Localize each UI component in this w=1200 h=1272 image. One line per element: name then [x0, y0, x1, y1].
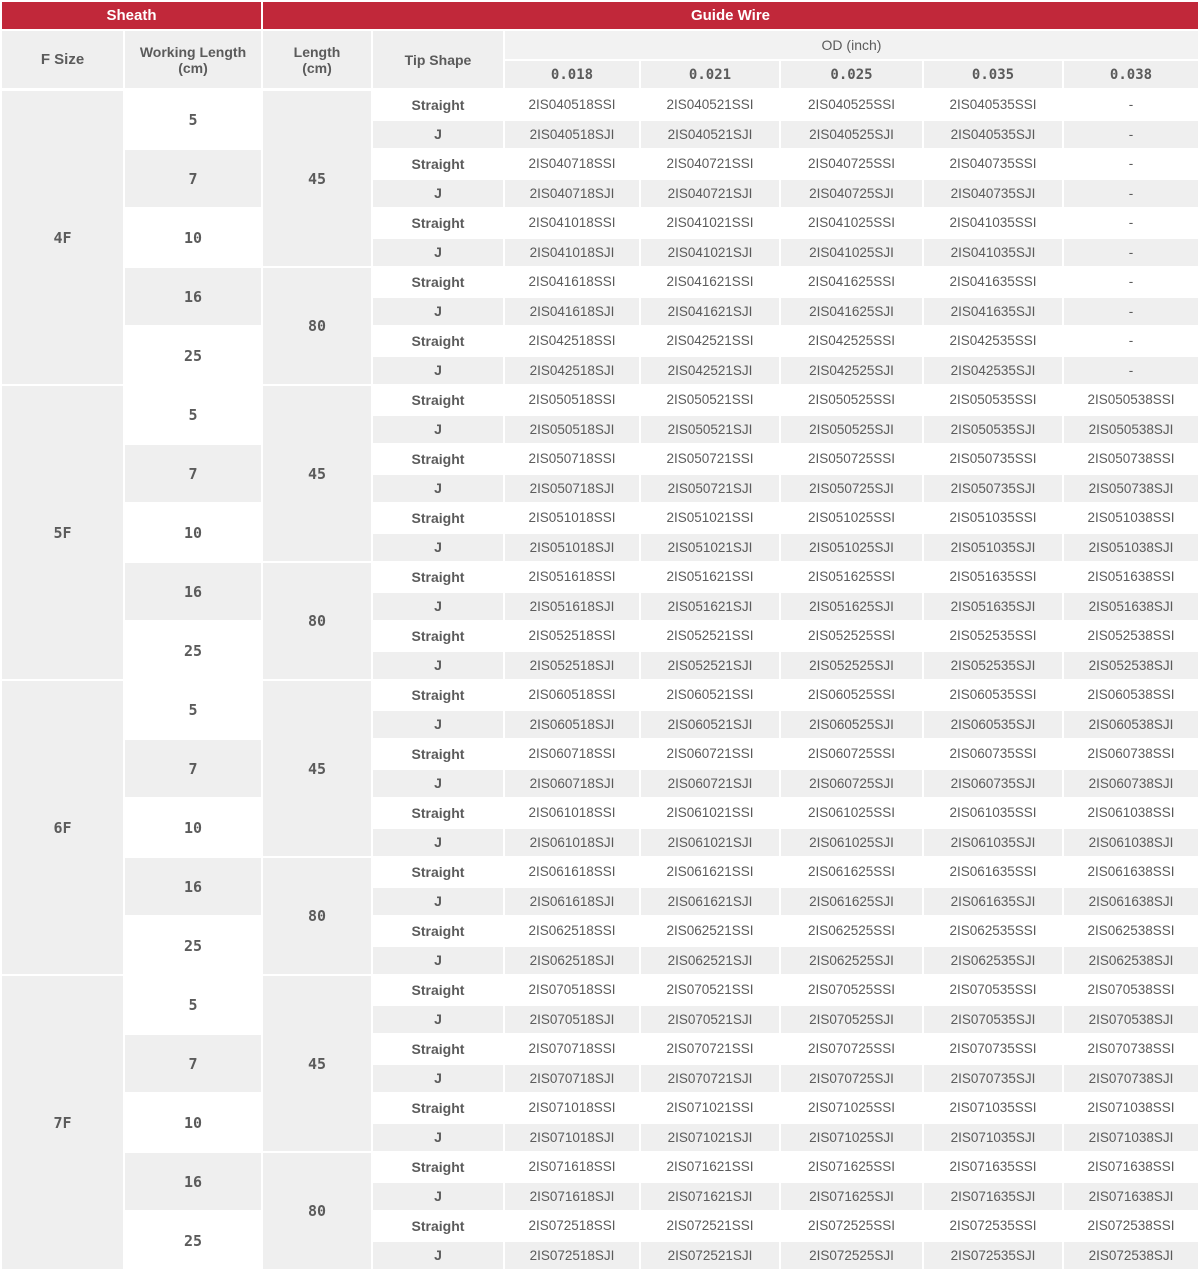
length-cell: 45: [263, 91, 371, 266]
product-code-cell: 2IS051025SSI: [781, 504, 922, 532]
product-code-cell: 2IS070518SJI: [505, 1006, 639, 1034]
product-code-cell: 2IS060518SSI: [505, 681, 639, 709]
product-code-cell: 2IS061625SJI: [781, 888, 922, 916]
product-code-cell: 2IS060535SSI: [924, 681, 1062, 709]
product-code-cell: 2IS070725SSI: [781, 1035, 922, 1063]
product-code-cell: 2IS050718SJI: [505, 475, 639, 503]
product-code-cell: 2IS041625SSI: [781, 268, 922, 296]
product-code-cell: 2IS060738SSI: [1064, 740, 1198, 768]
f-size-cell: 7F: [2, 976, 123, 1269]
product-code-cell: 2IS071025SJI: [781, 1124, 922, 1152]
tip-shape-cell: J: [373, 1242, 503, 1270]
product-code-cell: 2IS062525SSI: [781, 917, 922, 945]
working-length-cell: 5: [125, 386, 261, 443]
product-code-cell: 2IS051621SSI: [641, 563, 779, 591]
tip-shape-cell: Straight: [373, 268, 503, 296]
product-code-cell: 2IS050718SSI: [505, 445, 639, 473]
working-length-cell: 7: [125, 740, 261, 797]
product-code-cell: 2IS050721SSI: [641, 445, 779, 473]
length-header: Length (cm): [263, 31, 371, 88]
product-code-cell: 2IS051025SJI: [781, 534, 922, 562]
product-code-cell: 2IS061618SJI: [505, 888, 639, 916]
product-code-cell: -: [1064, 91, 1198, 119]
product-code-cell: 2IS061618SSI: [505, 858, 639, 886]
product-code-cell: 2IS062535SJI: [924, 947, 1062, 975]
tip-shape-cell: J: [373, 829, 503, 857]
tip-shape-cell: J: [373, 1065, 503, 1093]
product-code-cell: 2IS040735SSI: [924, 150, 1062, 178]
product-code-cell: 2IS052518SJI: [505, 652, 639, 680]
product-code-cell: 2IS052518SSI: [505, 622, 639, 650]
product-code-cell: 2IS040721SSI: [641, 150, 779, 178]
product-code-cell: 2IS072521SJI: [641, 1242, 779, 1270]
product-code-cell: 2IS071638SJI: [1064, 1183, 1198, 1211]
product-code-cell: 2IS041621SSI: [641, 268, 779, 296]
working-length-cell: 10: [125, 799, 261, 856]
product-code-cell: 2IS040718SSI: [505, 150, 639, 178]
f-size-header: F Size: [2, 31, 123, 88]
product-code-cell: 2IS050738SSI: [1064, 445, 1198, 473]
product-code-cell: 2IS040535SJI: [924, 121, 1062, 149]
tip-shape-cell: J: [373, 239, 503, 267]
product-code-cell: 2IS070525SJI: [781, 1006, 922, 1034]
tip-shape-cell: J: [373, 770, 503, 798]
product-code-cell: 2IS052538SJI: [1064, 652, 1198, 680]
tip-shape-cell: Straight: [373, 1094, 503, 1122]
product-code-cell: 2IS041035SSI: [924, 209, 1062, 237]
product-code-cell: 2IS050518SSI: [505, 386, 639, 414]
product-code-cell: 2IS061035SSI: [924, 799, 1062, 827]
product-code-cell: -: [1064, 150, 1198, 178]
product-code-cell: 2IS060518SJI: [505, 711, 639, 739]
product-code-cell: 2IS050725SJI: [781, 475, 922, 503]
product-code-cell: 2IS051638SSI: [1064, 563, 1198, 591]
product-code-cell: 2IS060735SSI: [924, 740, 1062, 768]
tip-shape-header: Tip Shape: [373, 31, 503, 88]
tip-shape-cell: J: [373, 534, 503, 562]
product-code-cell: 2IS070725SJI: [781, 1065, 922, 1093]
product-code-cell: 2IS040518SJI: [505, 121, 639, 149]
product-code-cell: 2IS040725SSI: [781, 150, 922, 178]
product-code-cell: 2IS042535SSI: [924, 327, 1062, 355]
product-code-cell: 2IS061021SJI: [641, 829, 779, 857]
tip-shape-cell: Straight: [373, 563, 503, 591]
product-code-cell: 2IS060725SSI: [781, 740, 922, 768]
tip-shape-cell: Straight: [373, 1035, 503, 1063]
product-code-cell: 2IS040521SSI: [641, 91, 779, 119]
f-size-cell: 6F: [2, 681, 123, 974]
product-code-cell: 2IS051625SSI: [781, 563, 922, 591]
product-code-cell: 2IS060525SJI: [781, 711, 922, 739]
product-code-cell: 2IS061038SJI: [1064, 829, 1198, 857]
tip-shape-cell: J: [373, 121, 503, 149]
length-cell: 80: [263, 268, 371, 384]
tip-shape-cell: J: [373, 593, 503, 621]
product-code-cell: -: [1064, 180, 1198, 208]
product-code-cell: 2IS072525SJI: [781, 1242, 922, 1270]
product-code-cell: 2IS060718SSI: [505, 740, 639, 768]
product-code-cell: 2IS042525SJI: [781, 357, 922, 385]
product-code-cell: 2IS061638SSI: [1064, 858, 1198, 886]
tip-shape-cell: J: [373, 888, 503, 916]
tip-shape-cell: Straight: [373, 1212, 503, 1240]
product-code-cell: 2IS042518SJI: [505, 357, 639, 385]
product-code-cell: 2IS051621SJI: [641, 593, 779, 621]
tip-shape-cell: Straight: [373, 445, 503, 473]
product-code-cell: 2IS070718SJI: [505, 1065, 639, 1093]
product-code-cell: 2IS051035SJI: [924, 534, 1062, 562]
product-code-cell: 2IS061635SJI: [924, 888, 1062, 916]
product-code-cell: 2IS050721SJI: [641, 475, 779, 503]
working-length-cell: 16: [125, 563, 261, 620]
product-code-cell: 2IS061635SSI: [924, 858, 1062, 886]
tip-shape-cell: Straight: [373, 799, 503, 827]
product-code-cell: 2IS041025SSI: [781, 209, 922, 237]
product-code-cell: 2IS060525SSI: [781, 681, 922, 709]
product-code-cell: 2IS071635SSI: [924, 1153, 1062, 1181]
product-code-cell: 2IS070535SSI: [924, 976, 1062, 1004]
tip-shape-cell: J: [373, 1183, 503, 1211]
product-code-cell: -: [1064, 357, 1198, 385]
product-code-cell: 2IS050521SJI: [641, 416, 779, 444]
product-code-cell: 2IS072538SSI: [1064, 1212, 1198, 1240]
product-code-cell: 2IS061018SSI: [505, 799, 639, 827]
product-code-cell: -: [1064, 298, 1198, 326]
product-code-cell: 2IS040735SJI: [924, 180, 1062, 208]
product-code-cell: 2IS060521SSI: [641, 681, 779, 709]
tip-shape-cell: J: [373, 1006, 503, 1034]
length-cell: 80: [263, 563, 371, 679]
product-code-cell: 2IS052525SJI: [781, 652, 922, 680]
working-length-cell: 5: [125, 976, 261, 1033]
product-code-cell: 2IS040518SSI: [505, 91, 639, 119]
product-code-cell: 2IS060538SSI: [1064, 681, 1198, 709]
tip-shape-cell: Straight: [373, 917, 503, 945]
od-value-header: 0.035: [924, 61, 1062, 88]
product-code-cell: 2IS051018SJI: [505, 534, 639, 562]
product-code-cell: 2IS050738SJI: [1064, 475, 1198, 503]
product-code-cell: 2IS040718SJI: [505, 180, 639, 208]
product-code-cell: 2IS060521SJI: [641, 711, 779, 739]
product-code-cell: 2IS062521SSI: [641, 917, 779, 945]
product-code-cell: 2IS041025SJI: [781, 239, 922, 267]
product-code-cell: 2IS060738SJI: [1064, 770, 1198, 798]
product-code-cell: 2IS070721SSI: [641, 1035, 779, 1063]
product-code-cell: 2IS072535SSI: [924, 1212, 1062, 1240]
product-code-cell: 2IS042521SJI: [641, 357, 779, 385]
product-code-cell: -: [1064, 239, 1198, 267]
working-length-cell: 25: [125, 1212, 261, 1269]
product-code-cell: 2IS060735SJI: [924, 770, 1062, 798]
tip-shape-cell: J: [373, 711, 503, 739]
product-code-cell: 2IS061021SSI: [641, 799, 779, 827]
product-code-cell: 2IS051618SSI: [505, 563, 639, 591]
product-code-cell: 2IS071621SSI: [641, 1153, 779, 1181]
product-code-cell: 2IS042521SSI: [641, 327, 779, 355]
od-value-header: 0.021: [641, 61, 779, 88]
f-size-cell: 5F: [2, 386, 123, 679]
product-code-cell: 2IS071025SSI: [781, 1094, 922, 1122]
product-code-cell: 2IS041018SJI: [505, 239, 639, 267]
product-code-cell: 2IS070521SSI: [641, 976, 779, 1004]
product-code-cell: 2IS071038SJI: [1064, 1124, 1198, 1152]
tip-shape-cell: J: [373, 475, 503, 503]
product-code-cell: 2IS051021SSI: [641, 504, 779, 532]
product-code-cell: 2IS051635SSI: [924, 563, 1062, 591]
product-code-cell: 2IS071018SSI: [505, 1094, 639, 1122]
product-code-cell: 2IS070718SSI: [505, 1035, 639, 1063]
tip-shape-cell: J: [373, 416, 503, 444]
working-length-cell: 5: [125, 681, 261, 738]
product-code-cell: 2IS041618SJI: [505, 298, 639, 326]
product-code-cell: 2IS042525SSI: [781, 327, 922, 355]
length-cell: 80: [263, 858, 371, 974]
guide-wire-header: Guide Wire: [263, 2, 1198, 29]
length-cell: 45: [263, 386, 371, 561]
product-code-cell: 2IS060725SJI: [781, 770, 922, 798]
tip-shape-cell: Straight: [373, 91, 503, 119]
tip-shape-cell: Straight: [373, 976, 503, 1004]
product-code-cell: 2IS072525SSI: [781, 1212, 922, 1240]
product-code-cell: 2IS071021SSI: [641, 1094, 779, 1122]
sheath-header: Sheath: [2, 2, 261, 29]
product-code-cell: 2IS050535SJI: [924, 416, 1062, 444]
product-code-cell: 2IS062538SJI: [1064, 947, 1198, 975]
product-code-cell: -: [1064, 209, 1198, 237]
product-code-cell: 2IS071621SJI: [641, 1183, 779, 1211]
tip-shape-cell: Straight: [373, 327, 503, 355]
product-code-cell: 2IS072518SSI: [505, 1212, 639, 1240]
working-length-cell: 10: [125, 1094, 261, 1151]
product-code-cell: 2IS052538SSI: [1064, 622, 1198, 650]
product-code-cell: 2IS071038SSI: [1064, 1094, 1198, 1122]
product-code-cell: 2IS071625SSI: [781, 1153, 922, 1181]
product-code-cell: 2IS040521SJI: [641, 121, 779, 149]
working-length-cell: 10: [125, 209, 261, 266]
product-code-cell: 2IS051038SJI: [1064, 534, 1198, 562]
tip-shape-cell: J: [373, 947, 503, 975]
product-code-cell: 2IS061025SSI: [781, 799, 922, 827]
product-code-cell: 2IS050518SJI: [505, 416, 639, 444]
tip-shape-cell: Straight: [373, 740, 503, 768]
product-code-cell: 2IS060718SJI: [505, 770, 639, 798]
product-code-cell: 2IS070518SSI: [505, 976, 639, 1004]
product-code-cell: 2IS040535SSI: [924, 91, 1062, 119]
product-code-cell: 2IS050521SSI: [641, 386, 779, 414]
od-value-header: 0.038: [1064, 61, 1198, 88]
product-code-cell: 2IS040525SJI: [781, 121, 922, 149]
tip-shape-cell: J: [373, 1124, 503, 1152]
length-cell: 80: [263, 1153, 371, 1269]
product-code-cell: 2IS040525SSI: [781, 91, 922, 119]
product-code-cell: 2IS052535SJI: [924, 652, 1062, 680]
product-code-cell: 2IS061621SSI: [641, 858, 779, 886]
product-code-cell: 2IS062518SJI: [505, 947, 639, 975]
working-length-cell: 7: [125, 150, 261, 207]
tip-shape-cell: Straight: [373, 681, 503, 709]
product-code-cell: 2IS062525SJI: [781, 947, 922, 975]
product-code-cell: 2IS050538SSI: [1064, 386, 1198, 414]
product-code-cell: 2IS062518SSI: [505, 917, 639, 945]
product-code-cell: 2IS060721SJI: [641, 770, 779, 798]
tip-shape-cell: J: [373, 298, 503, 326]
tip-shape-cell: Straight: [373, 150, 503, 178]
product-code-cell: 2IS071618SSI: [505, 1153, 639, 1181]
tip-shape-cell: Straight: [373, 386, 503, 414]
product-code-cell: 2IS050535SSI: [924, 386, 1062, 414]
product-code-cell: 2IS071618SJI: [505, 1183, 639, 1211]
tip-shape-cell: J: [373, 357, 503, 385]
working-length-cell: 16: [125, 268, 261, 325]
working-length-cell: 16: [125, 1153, 261, 1210]
tip-shape-cell: Straight: [373, 209, 503, 237]
product-code-cell: 2IS041635SSI: [924, 268, 1062, 296]
product-code-cell: 2IS070535SJI: [924, 1006, 1062, 1034]
product-code-cell: -: [1064, 268, 1198, 296]
working-length-cell: 7: [125, 1035, 261, 1092]
product-code-cell: 2IS040725SJI: [781, 180, 922, 208]
product-code-cell: 2IS070538SSI: [1064, 976, 1198, 1004]
length-cell: 45: [263, 681, 371, 856]
product-code-cell: 2IS052521SJI: [641, 652, 779, 680]
working-length-cell: 10: [125, 504, 261, 561]
tip-shape-cell: Straight: [373, 1153, 503, 1181]
product-code-cell: 2IS041618SSI: [505, 268, 639, 296]
product-code-cell: 2IS061621SJI: [641, 888, 779, 916]
product-code-cell: 2IS050538SJI: [1064, 416, 1198, 444]
product-code-cell: 2IS072538SJI: [1064, 1242, 1198, 1270]
product-code-cell: 2IS042518SSI: [505, 327, 639, 355]
working-length-cell: 25: [125, 622, 261, 679]
product-code-cell: 2IS052525SSI: [781, 622, 922, 650]
product-code-cell: 2IS071638SSI: [1064, 1153, 1198, 1181]
product-code-cell: 2IS060538SJI: [1064, 711, 1198, 739]
product-code-cell: 2IS061035SJI: [924, 829, 1062, 857]
product-code-cell: 2IS071021SJI: [641, 1124, 779, 1152]
product-code-cell: 2IS071625SJI: [781, 1183, 922, 1211]
product-code-cell: 2IS070521SJI: [641, 1006, 779, 1034]
product-code-cell: 2IS050735SJI: [924, 475, 1062, 503]
tip-shape-cell: J: [373, 180, 503, 208]
product-code-cell: 2IS041621SJI: [641, 298, 779, 326]
product-code-cell: 2IS061625SSI: [781, 858, 922, 886]
product-code-cell: 2IS061038SSI: [1064, 799, 1198, 827]
tip-shape-cell: Straight: [373, 622, 503, 650]
product-code-cell: 2IS070738SSI: [1064, 1035, 1198, 1063]
product-code-cell: 2IS051625SJI: [781, 593, 922, 621]
product-code-cell: 2IS051038SSI: [1064, 504, 1198, 532]
product-code-cell: 2IS041018SSI: [505, 209, 639, 237]
product-code-cell: 2IS050525SSI: [781, 386, 922, 414]
product-code-cell: 2IS071035SJI: [924, 1124, 1062, 1152]
product-code-cell: 2IS070735SJI: [924, 1065, 1062, 1093]
product-code-cell: 2IS061638SJI: [1064, 888, 1198, 916]
f-size-cell: 4F: [2, 91, 123, 384]
product-code-cell: 2IS051638SJI: [1064, 593, 1198, 621]
product-code-cell: 2IS052521SSI: [641, 622, 779, 650]
product-code-cell: 2IS070735SSI: [924, 1035, 1062, 1063]
product-code-cell: -: [1064, 121, 1198, 149]
product-code-cell: 2IS041021SJI: [641, 239, 779, 267]
product-code-cell: 2IS060535SJI: [924, 711, 1062, 739]
product-code-cell: 2IS040721SJI: [641, 180, 779, 208]
product-code-cell: 2IS070538SJI: [1064, 1006, 1198, 1034]
product-code-cell: 2IS060721SSI: [641, 740, 779, 768]
product-code-cell: 2IS072521SSI: [641, 1212, 779, 1240]
od-header: OD (inch): [505, 31, 1198, 59]
product-code-cell: 2IS062538SSI: [1064, 917, 1198, 945]
product-code-cell: 2IS070525SSI: [781, 976, 922, 1004]
product-code-cell: 2IS072535SJI: [924, 1242, 1062, 1270]
product-code-cell: 2IS051618SJI: [505, 593, 639, 621]
product-code-cell: 2IS071035SSI: [924, 1094, 1062, 1122]
product-code-cell: 2IS071018SJI: [505, 1124, 639, 1152]
working-length-cell: 25: [125, 917, 261, 974]
working-length-cell: 25: [125, 327, 261, 384]
product-code-cell: 2IS071635SJI: [924, 1183, 1062, 1211]
tip-shape-cell: Straight: [373, 504, 503, 532]
product-code-cell: 2IS041635SJI: [924, 298, 1062, 326]
product-code-cell: 2IS050725SSI: [781, 445, 922, 473]
od-value-header: 0.018: [505, 61, 639, 88]
product-code-cell: 2IS061018SJI: [505, 829, 639, 857]
working-length-cell: 5: [125, 91, 261, 148]
product-code-cell: 2IS051035SSI: [924, 504, 1062, 532]
product-code-cell: 2IS041625SJI: [781, 298, 922, 326]
product-code-cell: 2IS041035SJI: [924, 239, 1062, 267]
product-code-cell: 2IS062521SJI: [641, 947, 779, 975]
working-length-header: Working Length (cm): [125, 31, 261, 88]
product-code-cell: 2IS052535SSI: [924, 622, 1062, 650]
product-code-cell: 2IS061025SJI: [781, 829, 922, 857]
product-code-cell: 2IS051635SJI: [924, 593, 1062, 621]
working-length-cell: 7: [125, 445, 261, 502]
product-code-cell: 2IS072518SJI: [505, 1242, 639, 1270]
length-cell: 45: [263, 976, 371, 1151]
tip-shape-cell: J: [373, 652, 503, 680]
product-code-cell: 2IS070738SJI: [1064, 1065, 1198, 1093]
product-code-cell: 2IS051021SJI: [641, 534, 779, 562]
product-code-cell: 2IS042535SJI: [924, 357, 1062, 385]
product-code-cell: 2IS050735SSI: [924, 445, 1062, 473]
product-code-cell: 2IS070721SJI: [641, 1065, 779, 1093]
product-code-cell: -: [1064, 327, 1198, 355]
product-code-cell: 2IS062535SSI: [924, 917, 1062, 945]
working-length-cell: 16: [125, 858, 261, 915]
product-code-cell: 2IS050525SJI: [781, 416, 922, 444]
product-code-cell: 2IS051018SSI: [505, 504, 639, 532]
product-code-cell: 2IS041021SSI: [641, 209, 779, 237]
od-value-header: 0.025: [781, 61, 922, 88]
tip-shape-cell: Straight: [373, 858, 503, 886]
